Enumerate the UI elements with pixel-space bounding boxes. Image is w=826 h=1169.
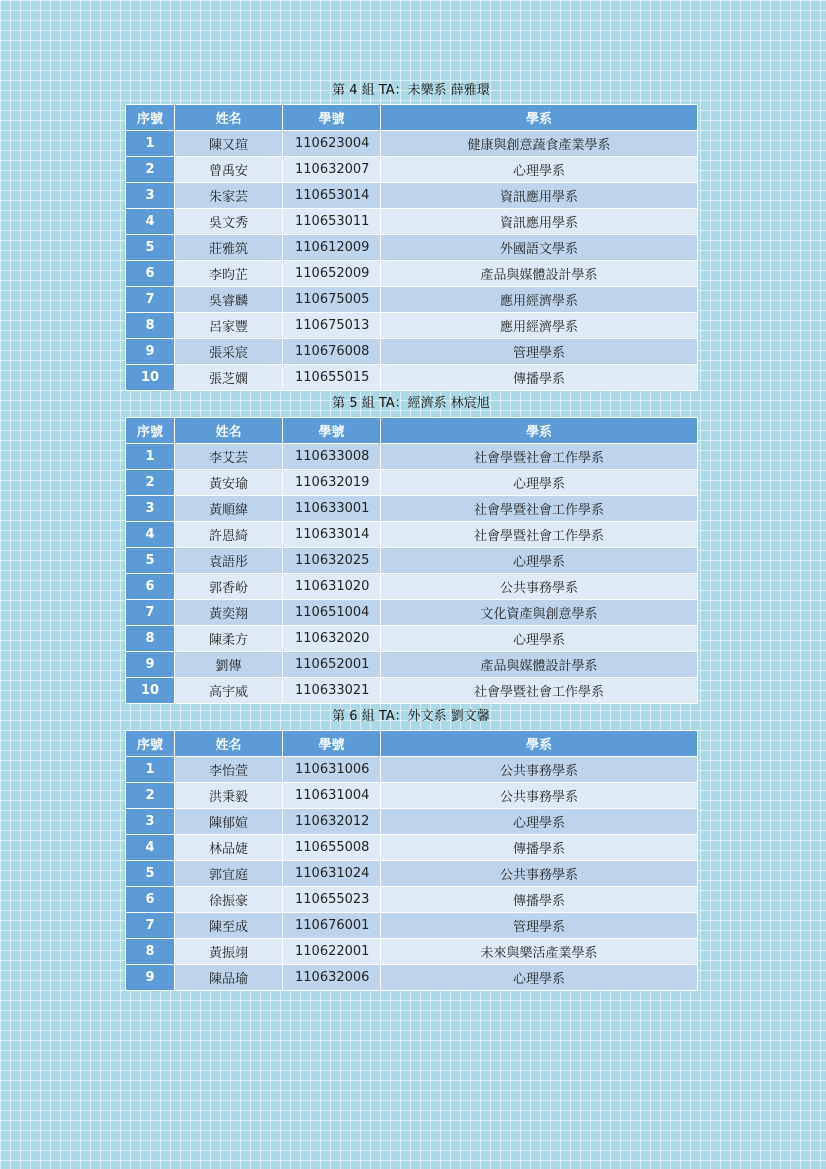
student-table — [125, 104, 698, 391]
row-index: 4 — [126, 209, 175, 235]
table-row — [126, 183, 698, 209]
student-department: 管理學系 — [381, 339, 698, 365]
student-id: 110632012 — [283, 809, 381, 835]
row-index: 3 — [126, 183, 175, 209]
student-department: 社會學暨社會工作學系 — [381, 496, 698, 522]
header-name: 姓名 — [175, 105, 283, 131]
row-index: 1 — [126, 757, 175, 783]
student-name: 陳柔方 — [175, 626, 283, 652]
student-id: 110633014 — [283, 522, 381, 548]
row-index: 9 — [126, 652, 175, 678]
table-row — [126, 470, 698, 496]
row-index: 7 — [126, 600, 175, 626]
student-id: 110655015 — [283, 365, 381, 391]
student-name: 呂家豐 — [175, 313, 283, 339]
student-department: 管理學系 — [381, 913, 698, 939]
row-index: 6 — [126, 574, 175, 600]
student-id: 110655023 — [283, 887, 381, 913]
table-row — [126, 548, 698, 574]
row-index: 2 — [126, 470, 175, 496]
table-row — [126, 209, 698, 235]
student-name: 張采宸 — [175, 339, 283, 365]
student-id: 110632007 — [283, 157, 381, 183]
student-department: 公共事務學系 — [381, 861, 698, 887]
header-student-id: 學號 — [283, 105, 381, 131]
row-index: 3 — [126, 496, 175, 522]
student-id: 110633021 — [283, 678, 381, 704]
student-department: 應用經濟學系 — [381, 287, 698, 313]
student-id: 110632019 — [283, 470, 381, 496]
student-department: 傳播學系 — [381, 835, 698, 861]
row-index: 9 — [126, 339, 175, 365]
student-name: 莊雅筑 — [175, 235, 283, 261]
student-department: 應用經濟學系 — [381, 313, 698, 339]
student-id: 110652009 — [283, 261, 381, 287]
table-row — [126, 261, 698, 287]
student-name: 郭宜庭 — [175, 861, 283, 887]
row-index: 2 — [126, 157, 175, 183]
header-department: 學系 — [381, 105, 698, 131]
student-name: 曾禹安 — [175, 157, 283, 183]
student-table — [125, 730, 698, 991]
student-id: 110655008 — [283, 835, 381, 861]
row-index: 8 — [126, 313, 175, 339]
student-table — [125, 417, 698, 704]
table-row — [126, 574, 698, 600]
student-id: 110653014 — [283, 183, 381, 209]
student-department: 心理學系 — [381, 470, 698, 496]
student-department: 資訊應用學系 — [381, 209, 698, 235]
header-student-id: 學號 — [283, 731, 381, 757]
row-index: 10 — [126, 678, 175, 704]
student-id: 110632020 — [283, 626, 381, 652]
table-row — [126, 809, 698, 835]
table-header-row — [126, 105, 698, 131]
table-row — [126, 444, 698, 470]
student-department: 外國語文學系 — [381, 235, 698, 261]
row-index: 7 — [126, 913, 175, 939]
row-index: 8 — [126, 626, 175, 652]
row-index: 5 — [126, 548, 175, 574]
student-name: 張芝嫻 — [175, 365, 283, 391]
student-name: 高宇威 — [175, 678, 283, 704]
student-department: 心理學系 — [381, 548, 698, 574]
student-id: 110633001 — [283, 496, 381, 522]
student-department: 心理學系 — [381, 965, 698, 991]
student-department: 產品與媒體設計學系 — [381, 652, 698, 678]
student-id: 110631006 — [283, 757, 381, 783]
table-row — [126, 783, 698, 809]
table-row — [126, 626, 698, 652]
table-row — [126, 365, 698, 391]
student-name: 劉傳 — [175, 652, 283, 678]
student-name: 陳至成 — [175, 913, 283, 939]
header-index: 序號 — [126, 418, 175, 444]
row-index: 2 — [126, 783, 175, 809]
student-name: 陳又瑄 — [175, 131, 283, 157]
table-header-row — [126, 418, 698, 444]
table-row — [126, 652, 698, 678]
student-department: 社會學暨社會工作學系 — [381, 444, 698, 470]
table-row — [126, 757, 698, 783]
student-id: 110652001 — [283, 652, 381, 678]
student-id: 110676008 — [283, 339, 381, 365]
table-row — [126, 965, 698, 991]
table-row — [126, 313, 698, 339]
student-department: 公共事務學系 — [381, 783, 698, 809]
row-index: 6 — [126, 887, 175, 913]
student-name: 黃順緯 — [175, 496, 283, 522]
table-row — [126, 913, 698, 939]
table-header-row — [126, 731, 698, 757]
header-index: 序號 — [126, 105, 175, 131]
table-row — [126, 600, 698, 626]
student-id: 110675005 — [283, 287, 381, 313]
student-name: 郭香岎 — [175, 574, 283, 600]
header-department: 學系 — [381, 731, 698, 757]
row-index: 4 — [126, 835, 175, 861]
table-row — [126, 235, 698, 261]
student-id: 110632025 — [283, 548, 381, 574]
student-department: 心理學系 — [381, 626, 698, 652]
row-index: 9 — [126, 965, 175, 991]
student-name: 李怡萱 — [175, 757, 283, 783]
student-department: 公共事務學系 — [381, 757, 698, 783]
table-row — [126, 861, 698, 887]
table-row — [126, 131, 698, 157]
student-name: 袁語彤 — [175, 548, 283, 574]
group-title: 第 4 組 TA：未樂系 薛雅環 — [332, 83, 490, 98]
student-id: 110651004 — [283, 600, 381, 626]
student-id: 110632006 — [283, 965, 381, 991]
table-row — [126, 887, 698, 913]
row-index: 6 — [126, 261, 175, 287]
row-index: 7 — [126, 287, 175, 313]
table-row — [126, 522, 698, 548]
student-id: 110622001 — [283, 939, 381, 965]
student-id: 110675013 — [283, 313, 381, 339]
student-name: 黃奕翔 — [175, 600, 283, 626]
header-index: 序號 — [126, 731, 175, 757]
student-id: 110623004 — [283, 131, 381, 157]
student-department: 社會學暨社會工作學系 — [381, 522, 698, 548]
group-title: 第 5 組 TA：經濟系 林宸旭 — [332, 396, 490, 411]
student-department: 傳播學系 — [381, 887, 698, 913]
row-index: 1 — [126, 131, 175, 157]
table-row — [126, 339, 698, 365]
row-index: 4 — [126, 522, 175, 548]
table-row — [126, 157, 698, 183]
row-index: 10 — [126, 365, 175, 391]
student-department: 產品與媒體設計學系 — [381, 261, 698, 287]
student-department: 公共事務學系 — [381, 574, 698, 600]
student-name: 徐振豪 — [175, 887, 283, 913]
student-department: 資訊應用學系 — [381, 183, 698, 209]
table-row — [126, 678, 698, 704]
student-department: 文化資產與創意學系 — [381, 600, 698, 626]
student-name: 許恩綺 — [175, 522, 283, 548]
student-department: 未來與樂活產業學系 — [381, 939, 698, 965]
row-index: 3 — [126, 809, 175, 835]
header-name: 姓名 — [175, 418, 283, 444]
student-name: 吳睿麟 — [175, 287, 283, 313]
group-title: 第 6 組 TA：外文系 劉文馨 — [332, 709, 490, 724]
student-id: 110633008 — [283, 444, 381, 470]
table-row — [126, 835, 698, 861]
student-name: 陳品瑜 — [175, 965, 283, 991]
row-index: 5 — [126, 861, 175, 887]
student-id: 110631024 — [283, 861, 381, 887]
student-name: 洪秉毅 — [175, 783, 283, 809]
student-department: 心理學系 — [381, 157, 698, 183]
student-name: 朱家芸 — [175, 183, 283, 209]
student-name: 吳文秀 — [175, 209, 283, 235]
student-department: 社會學暨社會工作學系 — [381, 678, 698, 704]
student-name: 林品婕 — [175, 835, 283, 861]
student-name: 李昀芷 — [175, 261, 283, 287]
student-department: 傳播學系 — [381, 365, 698, 391]
header-student-id: 學號 — [283, 418, 381, 444]
table-row — [126, 287, 698, 313]
row-index: 8 — [126, 939, 175, 965]
student-name: 李艾芸 — [175, 444, 283, 470]
table-row — [126, 939, 698, 965]
header-name: 姓名 — [175, 731, 283, 757]
header-department: 學系 — [381, 418, 698, 444]
row-index: 1 — [126, 444, 175, 470]
student-id: 110676001 — [283, 913, 381, 939]
student-department: 健康與創意蔬食產業學系 — [381, 131, 698, 157]
student-id: 110631004 — [283, 783, 381, 809]
row-index: 5 — [126, 235, 175, 261]
document-page — [125, 78, 697, 991]
student-id: 110653011 — [283, 209, 381, 235]
student-department: 心理學系 — [381, 809, 698, 835]
student-name: 陳郁媗 — [175, 809, 283, 835]
student-name: 黃振翊 — [175, 939, 283, 965]
student-id: 110612009 — [283, 235, 381, 261]
student-name: 黃安瑜 — [175, 470, 283, 496]
student-id: 110631020 — [283, 574, 381, 600]
table-row — [126, 496, 698, 522]
